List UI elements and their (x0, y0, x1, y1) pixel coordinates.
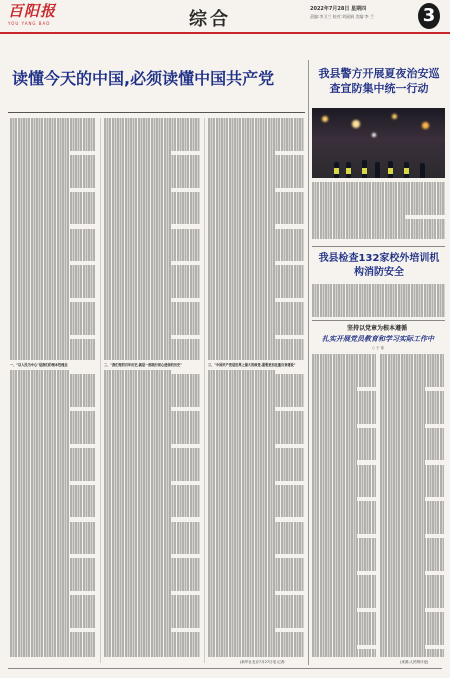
newspaper-logo[interactable] (8, 3, 60, 29)
commentary-column-2 (380, 354, 444, 658)
right-story-1-body (312, 182, 445, 242)
main-article-headline[interactable]: 读懂今天的中国,必须读懂中国共产党 (12, 69, 275, 88)
issue-date: 2022年7月28日 星期四 (310, 6, 367, 12)
right-story-1-headline[interactable]: 我县警方开展夏夜治安巡查宣防集中统一行动 (318, 67, 440, 95)
commentary-title[interactable]: 扎实开展党员教育和学习实际工作中 (322, 334, 434, 343)
main-subhead-2: 二、"我们党的百年历史,就是一部践行初心使命的历史" (104, 362, 182, 367)
right-story-2-body (312, 284, 445, 318)
issue-editors: 责编:李卫兰 校对:刘丽娟 美编:李 兰 (310, 14, 374, 19)
article-column-1 (10, 118, 96, 663)
commentary-kicker: 坚持以党章为根本遵循 (346, 325, 407, 332)
logo-text: 百阳报 (8, 2, 57, 20)
headline-divider (8, 112, 305, 113)
right-story-2-headline[interactable]: 我县检查132家校外培训机构消防安全 (318, 253, 440, 278)
commentary-column-1 (312, 354, 376, 658)
right-divider (312, 246, 445, 247)
page-divider (308, 60, 309, 665)
article-column-2 (104, 118, 200, 663)
section-title: 综合 (189, 9, 231, 30)
page-bottom-rule (8, 668, 442, 669)
article-column-3 (208, 118, 304, 663)
main-subhead-1: 一、"以人民为中心"是我们的根本性理念 (10, 362, 68, 367)
column-divider (100, 118, 101, 663)
masthead (0, 0, 450, 34)
page-number-badge: 3 (418, 3, 440, 29)
night-patrol-photo (312, 108, 445, 178)
column-divider (204, 118, 205, 663)
commentary-author: ○ 子 寒 (371, 346, 385, 350)
issue-info (310, 5, 420, 20)
logo-subtitle: YOU YANG BAO (8, 21, 51, 26)
main-subhead-3: 三、"中国共产党是世界上最大的政党,需要更加注重自身建设" (208, 362, 296, 367)
main-article-source: (新华社北京7月27日电 记者: (240, 660, 286, 664)
commentary-source: (来源:人民网评论) (400, 660, 429, 664)
right-divider (312, 320, 445, 321)
